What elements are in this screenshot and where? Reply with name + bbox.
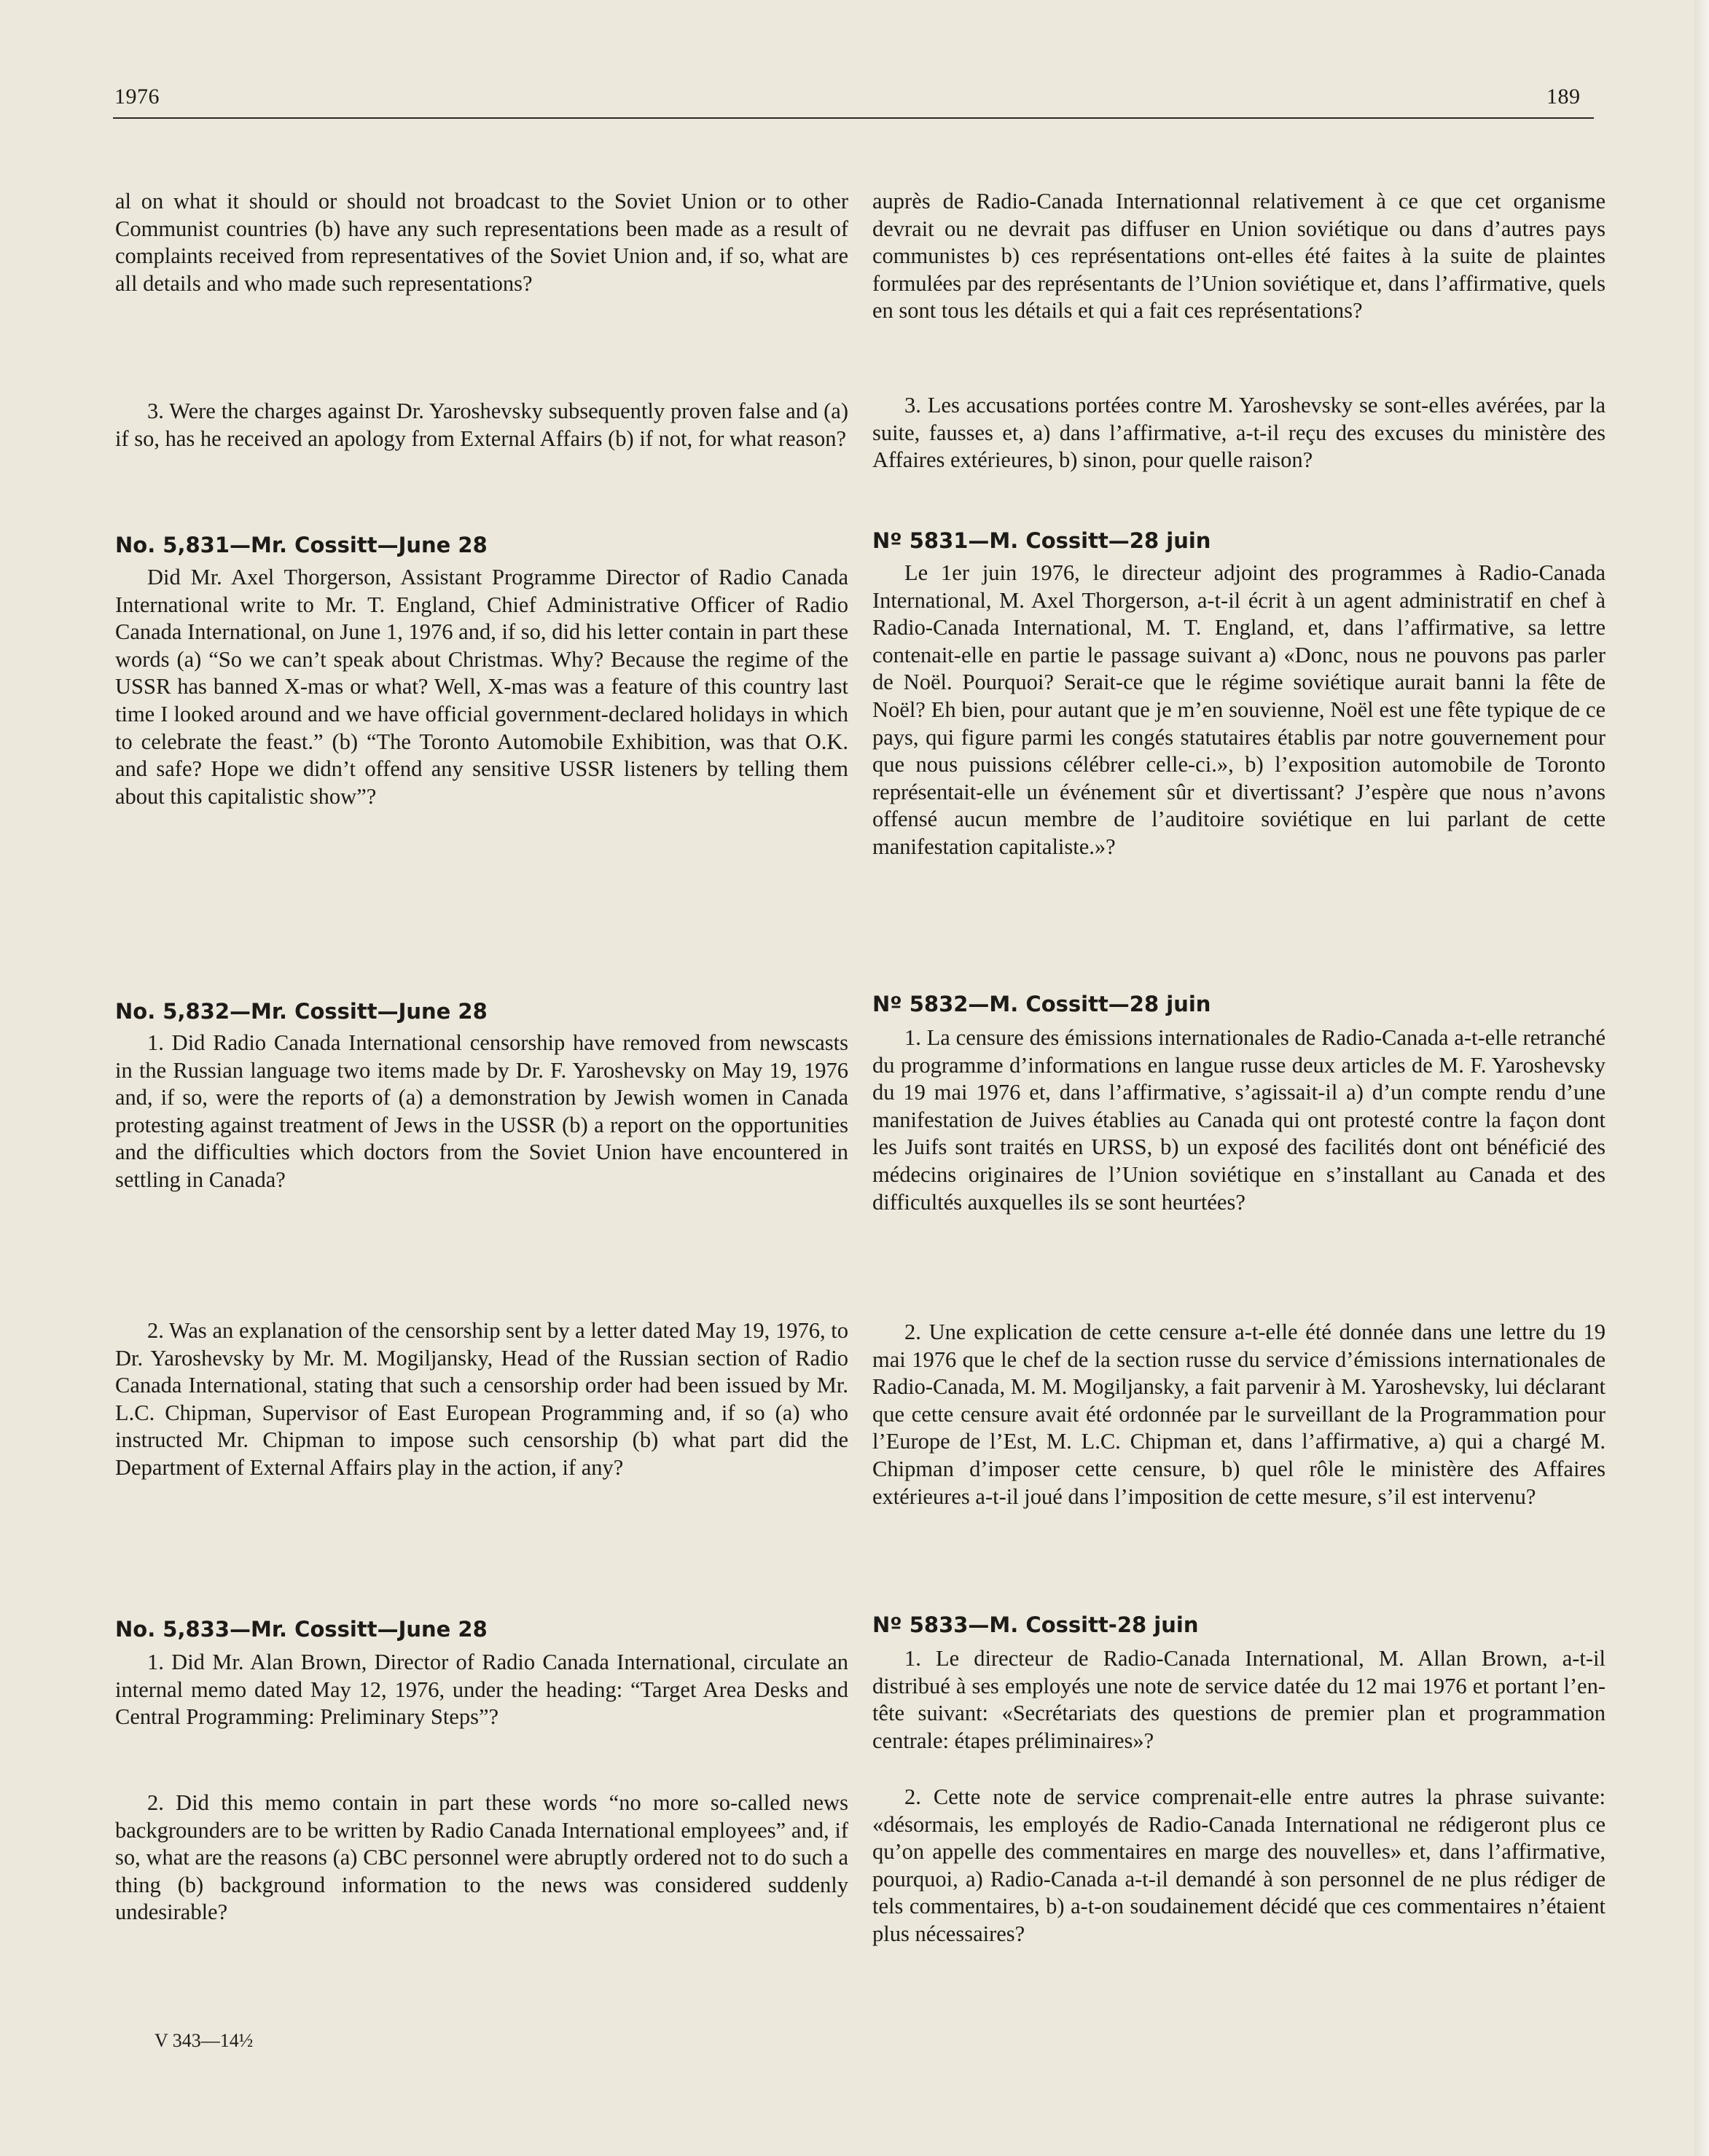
paragraph: 2. Did this memo contain in part these words “no more so-called news backgrounders are to be written by Radio Canada International employees” and, if so, what are the reasons (a) CBC personnel were abruptly ordered not to do such a thing (b) background information to the news was considered suddenly undesirable? bbox=[115, 1790, 848, 1925]
section-heading: Nº 5831—M. Cossitt—28 juin bbox=[872, 528, 1211, 553]
paragraph: 1. Le directeur de Radio-Canada International, M. Allan Brown, a-t-il distribué à ses employés une note de service datée du 12 mai 1976 et portant l’en-tête suivant: «Secrétariats des questions de premier plan et programmation centrale: étapes préliminaires»? bbox=[872, 1646, 1606, 1753]
paragraph: 1. Did Mr. Alan Brown, Director of Radio Canada International, circulate an internal memo dated May 12, 1976, under the heading: “Target Area Desks and Central Programming: Preliminary Steps”? bbox=[115, 1650, 848, 1730]
paragraph: 3. Les accusations portées contre M. Yaroshevsky se sont-elles avérées, par la suite, fausses et, a) dans l’affirmative, a-t-il reçu des excuses du ministère des Affaires extérieures, b) sinon, pour quelle raison? bbox=[872, 393, 1606, 473]
page-number: 189 bbox=[1546, 85, 1581, 109]
page-year: 1976 bbox=[114, 85, 160, 109]
paragraph: 2. Une explication de cette censure a-t-elle été donnée dans une lettre du 19 mai 1976 que le chef de la section russe du service d’émissions internationales de Radio-Canada, M. M. Mogiljansky, a fait parvenir à M. Yaroshevsky, lui déclarant que cette censure avait été ordonnée par le surveillant de la Programmation pour l’Europe de l’Est, M. L.C. Chipman et, dans l’affirmative, a) qui a chargé M. Chipman d’imposer cette censure, b) quel rôle le ministère des Affaires extérieures a-t-il joué dans l’imposition de cette mesure, s’il est intervenu? bbox=[872, 1320, 1606, 1509]
footer-signature: V 343—14½ bbox=[155, 2030, 254, 2051]
header-rule bbox=[113, 117, 1594, 119]
section-heading: No. 5,831—Mr. Cossitt—June 28 bbox=[115, 533, 488, 557]
paragraph: 2. Was an explanation of the censorship sent by a letter dated May 19, 1976, to Dr. Yaroshevsky by Mr. M. Mogiljansky, Head of the Russian section of Radio Canada International, stating that such a censorship order had been issued by Mr. L.C. Chipman, Supervisor of East European Programming and, if so (a) who instructed Mr. Chipman to impose such censorship (b) what part did the Department of External Affairs play in the action, if any? bbox=[115, 1318, 848, 1480]
paragraph: 1. Did Radio Canada International censorship have removed from newscasts in the Russian language two items made by Dr. F. Yaroshevsky on May 19, 1976 and, if so, were the reports of (a) a demonstration by Jewish women in Canada protesting against treatment of Jews in the USSR (b) a report on the opportunities and the difficulties which doctors from the Soviet Union have encountered in settling in Canada? bbox=[115, 1030, 848, 1192]
page-edge bbox=[1694, 0, 1709, 2156]
section-heading: Nº 5833—M. Cossitt-28 juin bbox=[872, 1612, 1199, 1637]
section-heading: No. 5,833—Mr. Cossitt—June 28 bbox=[115, 1617, 488, 1642]
paragraph: 2. Cette note de service comprenait-elle entre autres la phrase suivante: «désormais, les employés de Radio-Canada International ne rédigeront plus ce qu’on appelle des commentaires en marge des nouvelles» et, dans l’affirmative, pourquoi, a) Radio-Canada a-t-il demandé à son personnel de ne plus rédiger de tels commentaires, b) a-t-on soudainement décidé que ces commentaires n’étaient plus nécessaires? bbox=[872, 1784, 1606, 1946]
section-heading: No. 5,832—Mr. Cossitt—June 28 bbox=[115, 999, 488, 1024]
paragraph: auprès de Radio-Canada Internationnal relativement à ce que cet organisme devrait ou ne devrait pas diffuser en Union soviétique ou dans d’autres pays communistes b) ces représentations ont-elles été faites à la suite de plaintes formulées par des représentants de l’Union soviétique et, dans l’affirmative, quels en sont tous les détails et qui a fait ces représentations? bbox=[872, 189, 1606, 324]
section-heading: Nº 5832—M. Cossitt—28 juin bbox=[872, 992, 1211, 1016]
paragraph: al on what it should or should not broadcast to the Soviet Union or to other Communist countries (b) have any such representations been made as a result of complaints received from representatives of the Soviet Union and, if so, what are all details and who made such representations? bbox=[115, 189, 848, 296]
paragraph: Did Mr. Axel Thorgerson, Assistant Programme Director of Radio Canada International write to Mr. T. England, Chief Administrative Officer of Radio Canada International, on June 1, 1976 and, if so, did his letter contain in part these words (a) “So we can’t speak about Christmas. Why? Because the regime of the USSR has banned X-mas or what? Well, X-mas was a feature of this country last time I looked around and we have official government-declared holidays in which to celebrate the feast.” (b) “The Toronto Automobile Exhibition, was that O.K. and safe? Hope we didn’t offend any sensitive USSR listeners by telling them about this capitalistic show”? bbox=[115, 565, 848, 809]
paragraph: 1. La censure des émissions internationales de Radio-Canada a-t-elle retranché du programme d’informations en langue russe deux articles de M. F. Yaroshevsky du 19 mai 1976 et, dans l’affirmative, s’agissait-il a) d’un compte rendu d’une manifestation de Juives établies au Canada qui ont protesté contre la façon dont les Juifs sont traités en URSS, b) un exposé des facilités dont ont bénéficié des médecins originaires de l’Union soviétique en s’installant au Canada et des difficultés auxquelles ils se sont heurtées? bbox=[872, 1025, 1606, 1215]
paragraph: 3. Were the charges against Dr. Yaroshevsky subsequently proven false and (a) if so, has he received an apology from External Affairs (b) if not, for what reason? bbox=[115, 399, 848, 451]
paragraph: Le 1er juin 1976, le directeur adjoint des programmes à Radio-Canada International, M. Axel Thorgerson, a-t-il écrit à un agent administratif en chef à Radio-Canada International, M. T. England, et, dans l’affirmative, sa lettre contenait-elle en partie le passage suivant a) «Donc, nous ne pouvons pas parler de Noël. Pourquoi? Serait-ce que le régime soviétique aurait banni la fête de Noël? Eh bien, pour autant que je m’en souvienne, Noël est une fête typique de ce pays, qui figure parmi les congés statutaires établis par notre gouvernement pour que nous puissions célébrer celle-ci.», b) l’exposition automobile de Toronto représentait-elle un événement sûr et divertissant? J’espère que nous n’avons offensé aucun membre de l’auditoire soviétique en lui parlant de cette manifestation capitaliste.»? bbox=[872, 560, 1606, 859]
